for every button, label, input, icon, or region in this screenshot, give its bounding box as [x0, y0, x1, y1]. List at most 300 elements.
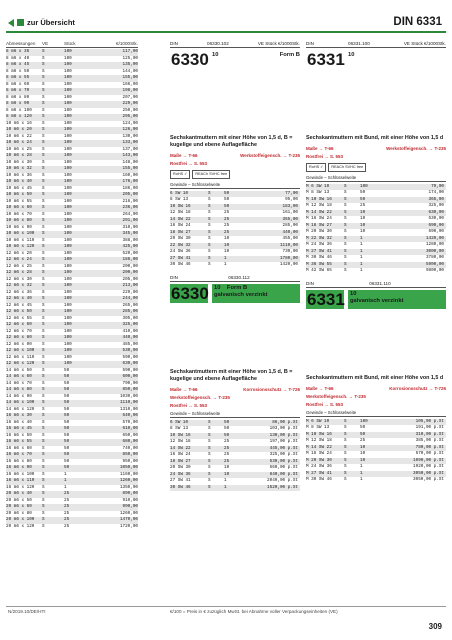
table-cell: 25: [64, 523, 70, 529]
table-cell: 30 SW 46: [170, 484, 191, 490]
table-cell: 244,00: [122, 296, 138, 301]
table-cell: 50: [64, 413, 70, 418]
table-cell: 86,00 p.St: [272, 419, 298, 425]
table-cell: 1: [64, 478, 67, 483]
table-cell: 10 m6 x 50: [6, 192, 32, 197]
table-cell: 50: [64, 393, 70, 399]
table-cell: 1030,00: [119, 393, 138, 399]
table-cell: S: [344, 203, 347, 208]
table-cell: S: [208, 439, 211, 444]
table-cell: S: [42, 62, 45, 67]
table-cell: M 24 SW 36: [306, 242, 332, 247]
table-cell: 124,00: [122, 120, 138, 126]
table-cell: S: [344, 248, 347, 254]
table-cell: 25: [64, 497, 70, 503]
table-cell: 12 m6 x 90: [6, 341, 32, 347]
table-cell: S: [42, 400, 45, 405]
product-image: [306, 309, 446, 373]
table-cell: 130,00 p.St: [269, 432, 298, 438]
table-cell: 50: [64, 419, 70, 425]
table-cell: 100: [64, 211, 72, 217]
home-icon: [17, 19, 24, 26]
table-cell: 325,00: [122, 322, 138, 327]
table-cell: 12 m6 x 50: [6, 309, 32, 314]
table-cell: 166,00: [122, 81, 138, 87]
compliance-badges: [306, 163, 446, 172]
table-cell: S: [42, 276, 45, 282]
table-cell: 1: [360, 242, 363, 247]
table-cell: 10 m6 x 40: [6, 179, 32, 184]
table-cell: 25: [64, 491, 70, 496]
table-cell: 1280,00: [425, 242, 444, 247]
table-cell: 1420,00: [425, 235, 444, 241]
table-cell: 100: [64, 224, 72, 230]
table-cell: 1: [360, 268, 363, 273]
table-cell: 18 SW 27: [170, 458, 191, 464]
table-cell: 1310,00: [119, 406, 138, 412]
table-cell: 18 SW 27: [170, 229, 191, 235]
table-cell: 10 m6 x 100: [6, 231, 35, 236]
table-cell: S: [42, 283, 45, 288]
table-cell: 100: [64, 49, 72, 54]
table-cell: S: [42, 523, 45, 529]
table-cell: 100: [64, 244, 72, 249]
table-cell: 10 m6 x 24: [6, 140, 32, 145]
table-cell: 890,00: [122, 491, 138, 496]
rohs-badge: RoHS ✓: [170, 170, 190, 179]
table-cell: S: [42, 172, 45, 178]
table-cell: 1: [224, 262, 227, 267]
table-cell: S: [42, 211, 45, 217]
table-cell: S: [42, 348, 45, 353]
table-cell: 100: [64, 354, 72, 360]
table-cell: M 8 SW 13: [306, 190, 330, 195]
table-cell: 6 SW 10: [170, 190, 189, 196]
table-cell: 236,00: [122, 205, 138, 210]
table-cell: S: [208, 190, 211, 196]
table-cell: 20 m6 x 120: [6, 523, 35, 529]
table-cell: 50: [64, 387, 70, 392]
table-row: [6, 524, 138, 531]
table-cell: 155,00: [122, 166, 138, 171]
table-cell: 10 m6 x 55: [6, 198, 32, 204]
back-arrow-icon: [8, 19, 14, 27]
table-cell: 100: [64, 140, 72, 145]
product-6330-zinc: DIN 06330.112 6330 10 Form B galvanisch verzinkt Sechskantmuttern mit einer Höhe von 1,5 d, B = kugelige und ebene Auflagefläche Maße → T-66 Korrosionsschutz → T-726 Werkstoffeigensch. → T-235 Rostfrei → S. 553 Gewinde – Schlüsselweite 6 SW 10 S 50 86,00 p.St 8 SW 13 S 50 103,00 p.St 10 SW 16 S 50 130,00 p.St 12 SW 18 S 25 197,00 p.St 14 SW 22 S 25 445,00 p.St 16 SW 24 S 25 325,00 p.St 18 SW 27 S 25 530,00 p.St 20 SW 30 S 10 560,00 p.St 24 SW 36 S 10 840,00 p.St 27 SW 41 S 1 2040,00 p.St 30 SW 46 S 1 1520,00 p.St: [170, 274, 300, 490]
table-cell: 100: [64, 62, 72, 67]
table-cell: 3780,00: [425, 255, 444, 260]
rostfrei-link[interactable]: Rostfrei → S. 553: [170, 161, 208, 166]
table-cell: S: [42, 354, 45, 360]
table-cell: S: [42, 289, 45, 295]
table-cell: S: [42, 484, 45, 490]
table-cell: 385,00 p.St: [415, 438, 444, 443]
table-cell: 285,00: [282, 223, 298, 228]
table-cell: 100: [64, 315, 72, 321]
table-cell: S: [344, 444, 347, 450]
table-cell: 3050,00 p.St: [413, 470, 444, 476]
table-cell: 12 m6 x 60: [6, 322, 32, 327]
werkstoff-link[interactable]: Werkstoffeigensch. → T-235: [240, 153, 300, 158]
table-cell: 100: [64, 127, 72, 132]
table-cell: S: [42, 387, 45, 392]
table-cell: 126,00: [122, 127, 138, 132]
table-cell: S: [344, 235, 347, 241]
table-cell: 12 m6 x 80: [6, 335, 32, 340]
table-cell: 100: [64, 120, 72, 126]
table-row: [306, 477, 446, 484]
table-cell: 16 m6 x 45: [6, 426, 32, 431]
table-cell: 1: [64, 471, 67, 477]
table-cell: 10: [360, 229, 366, 234]
table-cell: S: [208, 426, 211, 431]
table-cell: 50: [64, 380, 70, 386]
table-cell: 25: [224, 216, 230, 222]
table-cell: 1: [360, 235, 363, 241]
table-cell: 10 m6 x 22: [6, 133, 32, 139]
table-cell: M 27 SW 41: [306, 248, 332, 254]
table-cell: 14 SW 22: [170, 216, 191, 222]
table-cell: S: [42, 159, 45, 165]
table-cell: S: [42, 413, 45, 418]
size-table-body: [6, 49, 138, 530]
table-cell: 840,00 p.St: [269, 471, 298, 477]
table-cell: 2040,00 p.St: [267, 478, 298, 483]
table-cell: 1: [360, 255, 363, 260]
table-cell: S: [344, 229, 347, 234]
table-cell: 10 m6 x 70: [6, 211, 32, 217]
table-cell: 10: [360, 451, 366, 456]
table-cell: 16 m6 x 40: [6, 419, 32, 425]
table-cell: 100: [64, 75, 72, 80]
table-cell: S: [42, 49, 45, 54]
table-cell: 10 m6 x 60: [6, 205, 32, 210]
table-cell: 310,00 p.St: [415, 431, 444, 437]
table-cell: 1: [360, 470, 363, 476]
table-cell: M 12 SW 18: [306, 203, 332, 208]
table-cell: 50: [64, 426, 70, 431]
table-cell: 100: [64, 231, 72, 236]
table-cell: 12 SW 18: [170, 439, 191, 444]
table-cell: 680,00: [122, 439, 138, 444]
table-cell: M 12 SW 18: [306, 438, 332, 443]
table-cell: 9800,00: [425, 268, 444, 273]
table-cell: 186,00: [122, 257, 138, 262]
table-cell: M 10 SW 16: [306, 431, 332, 437]
table-cell: 191,00 p.St: [415, 425, 444, 430]
table-cell: 50: [64, 452, 70, 457]
table-cell: 100: [64, 107, 72, 113]
product-price-table: [170, 191, 300, 269]
table-cell: 50: [64, 367, 70, 373]
reach-badge: REACh SVHC free: [192, 170, 230, 179]
table-cell: 780,00 p.St: [415, 444, 444, 450]
table-cell: 590,00: [122, 354, 138, 360]
table-cell: 207,00: [122, 94, 138, 100]
table-cell: S: [208, 465, 211, 470]
table-cell: M 6 SW 10: [306, 418, 330, 424]
table-cell: 345,00: [122, 231, 138, 236]
table-cell: S: [344, 183, 347, 189]
catalog-code: N/2019.10/DE/HTI: [8, 609, 46, 614]
table-cell: 12 m6 x 25: [6, 263, 32, 269]
table-cell: S: [42, 205, 45, 210]
table-cell: S: [42, 445, 45, 451]
table-cell: 205,00: [122, 276, 138, 282]
table-cell: M 24 SW 36: [306, 464, 332, 469]
table-cell: S: [208, 471, 211, 477]
table-cell: 10 m6 x 80: [6, 218, 32, 223]
table-cell: 100: [64, 283, 72, 288]
table-cell: 8 SW 13: [170, 197, 189, 202]
table-cell: 310,00: [122, 224, 138, 230]
table-cell: 100: [360, 418, 368, 424]
table-cell: 8 m6 x 100: [6, 107, 32, 113]
size-price-table: [6, 41, 138, 530]
table-cell: S: [208, 432, 211, 438]
table-cell: 50: [64, 465, 70, 470]
table-cell: M 10 SW 16: [306, 196, 332, 202]
table-row: [306, 268, 446, 275]
table-cell: 25: [224, 223, 230, 228]
table-cell: 8 m6 x 80: [6, 94, 30, 100]
table-cell: 50: [360, 190, 366, 195]
table-cell: S: [42, 153, 45, 158]
table-cell: 155,00: [122, 75, 138, 80]
table-cell: S: [344, 470, 347, 476]
table-cell: 3000,00: [425, 248, 444, 254]
table-cell: 16 m6 x 60: [6, 445, 32, 451]
table-cell: S: [344, 477, 347, 482]
table-cell: 560,00 p.St: [269, 465, 298, 470]
table-cell: S: [42, 471, 45, 477]
table-cell: 10: [224, 249, 230, 254]
table-cell: 20 m6 x 60: [6, 504, 32, 509]
table-cell: 24 SW 36: [170, 249, 191, 254]
table-cell: S: [42, 68, 45, 74]
table-cell: 325,00: [428, 203, 444, 208]
table-cell: 16 m6 x 100: [6, 471, 35, 477]
table-cell: 16 SW 24: [170, 452, 191, 457]
table-cell: 100: [64, 250, 72, 256]
table-cell: 16 m6 x 55: [6, 439, 32, 444]
table-cell: S: [208, 242, 211, 248]
table-cell: 213,00: [122, 283, 138, 288]
table-cell: 135,00: [122, 62, 138, 67]
table-cell: 264,00: [122, 211, 138, 217]
table-cell: M 20 SW 30: [306, 229, 332, 234]
table-cell: 1920,00 p.St: [413, 464, 444, 469]
table-cell: 630,00: [428, 209, 444, 215]
table-cell: 630,00: [122, 361, 138, 366]
table-cell: M 42 SW 65: [306, 268, 332, 273]
table-cell: 10: [224, 236, 230, 241]
table-cell: S: [42, 458, 45, 464]
table-cell: 10 m6 x 110: [6, 237, 35, 243]
table-cell: 50: [224, 190, 230, 196]
table-cell: S: [344, 464, 347, 469]
table-cell: S: [42, 101, 45, 106]
table-cell: 100: [64, 270, 72, 275]
table-cell: 12 SW 18: [170, 210, 191, 215]
table-cell: S: [42, 478, 45, 483]
table-cell: 690,00: [428, 229, 444, 234]
page-title: DIN 6331: [393, 16, 442, 28]
table-cell: 197,00 p.St: [269, 439, 298, 444]
table-cell: 50: [360, 431, 366, 437]
table-cell: 100: [64, 341, 72, 347]
table-cell: 410,00: [122, 328, 138, 334]
product-number: 6331: [307, 289, 345, 309]
table-cell: S: [42, 328, 45, 334]
table-cell: 6 SW 10: [170, 419, 189, 425]
table-cell: 50: [224, 203, 230, 209]
table-cell: 148,00: [122, 159, 138, 165]
table-cell: 600,00: [122, 374, 138, 379]
table-cell: M 36 SW 55: [306, 261, 332, 267]
table-cell: 8 m6 x 45: [6, 62, 30, 67]
table-cell: S: [42, 426, 45, 431]
table-cell: S: [42, 107, 45, 113]
table-cell: M 27 SW 41: [306, 470, 332, 476]
table-cell: S: [344, 209, 347, 215]
table-cell: 200,00: [122, 270, 138, 275]
table-cell: 24 SW 36: [170, 471, 191, 477]
product-column-6330: [170, 41, 300, 491]
table-cell: S: [208, 458, 211, 464]
table-cell: S: [42, 504, 45, 509]
product-price-table: [170, 420, 300, 492]
table-cell: 10 m6 x 36: [6, 172, 32, 178]
table-cell: S: [344, 451, 347, 456]
table-cell: S: [42, 114, 45, 119]
table-cell: 850,00: [122, 387, 138, 392]
table-cell: 10 m6 x 120: [6, 244, 35, 249]
header-divider: [6, 31, 446, 33]
table-cell: 12 m6 x 30: [6, 276, 32, 282]
table-cell: 1110,00: [279, 242, 298, 248]
table-cell: 229,00: [122, 289, 138, 295]
table-cell: 14 m6 x 70: [6, 380, 32, 386]
table-cell: 730,00: [282, 249, 298, 254]
table-cell: S: [208, 216, 211, 222]
back-to-overview-link[interactable]: zur Übersicht: [8, 18, 75, 27]
table-cell: 570,00: [122, 419, 138, 425]
table-cell: 10: [360, 444, 366, 450]
table-cell: 325,00 p.St: [269, 452, 298, 457]
table-cell: 100: [64, 218, 72, 223]
table-cell: S: [42, 198, 45, 204]
table-cell: 100: [64, 192, 72, 197]
table-cell: S: [42, 120, 45, 126]
table-cell: 79,00: [431, 183, 444, 189]
table-cell: S: [42, 393, 45, 399]
table-cell: S: [208, 236, 211, 241]
table-cell: S: [344, 216, 347, 221]
table-cell: 12 m6 x 120: [6, 361, 35, 366]
table-cell: 100: [64, 348, 72, 353]
table-cell: 125,00: [122, 55, 138, 61]
table-cell: 12 m6 x 36: [6, 289, 32, 295]
table-cell: S: [344, 425, 347, 430]
table-cell: M 14 SW 22: [306, 209, 332, 215]
table-cell: 365,00: [428, 196, 444, 202]
table-cell: 8 m6 x 40: [6, 55, 30, 61]
table-cell: S: [344, 438, 347, 443]
table-cell: 20 m6 x 50: [6, 497, 32, 503]
table-cell: 100: [64, 146, 72, 152]
table-cell: 27 SW 41: [170, 255, 191, 261]
table-cell: 50: [64, 458, 70, 464]
table-cell: M 16 SW 24: [306, 216, 332, 221]
table-cell: S: [42, 75, 45, 80]
table-cell: 12 m6 x 40: [6, 296, 32, 301]
table-cell: 100: [64, 276, 72, 282]
table-cell: 850,00: [122, 452, 138, 457]
table-cell: 1520,00 p.St: [267, 484, 298, 490]
table-cell: 1420,00: [279, 262, 298, 267]
table-cell: 14 m6 x 90: [6, 393, 32, 399]
table-cell: 16 SW 24: [170, 223, 191, 228]
product-description: Sechskantmuttern mit Bund, mit einer Höhe von 1,5 d: [306, 374, 444, 381]
table-cell: 16 m6 x 70: [6, 452, 32, 457]
table-cell: 530,00: [122, 348, 138, 353]
table-cell: 10 m6 x 16: [6, 120, 32, 126]
table-row: [170, 485, 300, 492]
table-cell: 100: [64, 68, 72, 74]
table-cell: 16 m6 x 30: [6, 413, 32, 418]
table-cell: 10 m6 x 30: [6, 159, 32, 165]
table-cell: 50: [360, 196, 366, 202]
table-cell: 95,00: [285, 197, 298, 202]
table-cell: 10: [360, 457, 366, 463]
table-cell: 388,00: [122, 237, 138, 243]
table-cell: S: [344, 255, 347, 260]
table-cell: S: [42, 146, 45, 152]
table-cell: 50: [224, 426, 230, 431]
table-cell: 12 m6 x 100: [6, 348, 35, 353]
table-cell: 10 SW 16: [170, 203, 191, 209]
table-cell: 265,00: [122, 302, 138, 308]
table-cell: 10 m6 x 25: [6, 146, 32, 152]
table-cell: S: [42, 270, 45, 275]
table-cell: 10 m6 x 20: [6, 127, 32, 132]
table-cell: S: [42, 55, 45, 61]
table-cell: S: [208, 229, 211, 235]
table-cell: 100: [64, 328, 72, 334]
table-cell: 455,00: [282, 236, 298, 241]
table-cell: 12 m6 x 28: [6, 270, 32, 275]
table-cell: 100: [64, 205, 72, 210]
table-cell: 440,00: [282, 229, 298, 235]
table-cell: 100: [64, 361, 72, 366]
product-description: Sechskantmuttern mit einer Höhe von 1,5 d, B = kugelige und ebene Auflagefläche: [170, 368, 293, 382]
table-cell: 174,00: [428, 190, 444, 195]
table-cell: 1: [360, 464, 363, 469]
table-cell: 25: [224, 458, 230, 464]
table-cell: 25: [64, 510, 70, 516]
table-cell: 100: [64, 237, 72, 243]
table-cell: 77,00: [285, 190, 298, 196]
table-cell: 137,00: [122, 146, 138, 152]
table-cell: 100: [64, 133, 72, 139]
table-cell: 25: [360, 203, 366, 208]
product-price-table: [306, 184, 446, 275]
mass-link[interactable]: Maße → T-66: [170, 153, 198, 158]
table-cell: 20 m6 x 80: [6, 510, 32, 516]
table-cell: 950,00: [122, 458, 138, 464]
table-cell: 16 m6 x 120: [6, 484, 35, 490]
